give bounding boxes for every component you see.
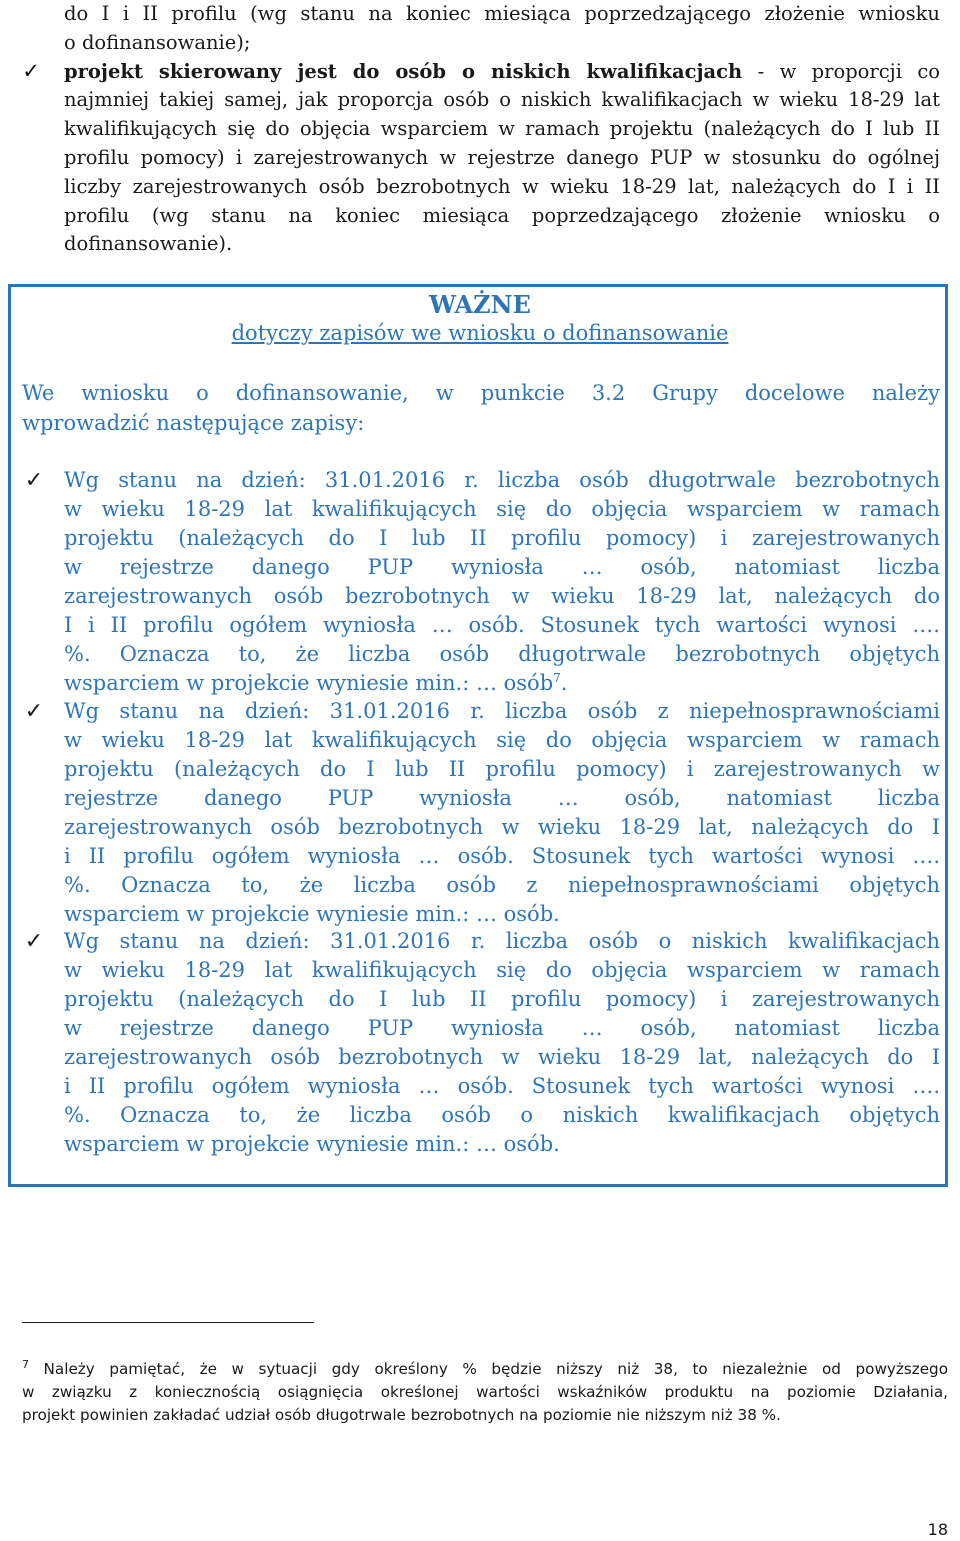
text-line: projektu (należących do I lub II profilu pomocy) i zarejestrowanych: [64, 526, 940, 550]
text-fragment: .: [560, 671, 568, 695]
list-item-first-line: [64, 697, 940, 726]
text-line: najmniej takiej samej, jak proporcja osób o niskich kwalifikacjach w wieku 18-29 lat: [64, 88, 940, 112]
list-item-first-line: [64, 58, 940, 87]
page-number: 18: [927, 1520, 948, 1539]
text-line: i II profilu ogółem wyniosła … osób. Stosunek tych wartości wynosi ….: [64, 844, 940, 868]
text-line: wsparciem w projekcie wyniesie min.: … osób.: [64, 1132, 560, 1156]
text-fragment: liczba osób długotrwale bezrobotnych: [478, 468, 940, 492]
footnote-first-line: [22, 1358, 948, 1381]
check-icon: ✓: [22, 59, 40, 83]
text-line: zarejestrowanych osób bezrobotnych w wieku 18-29 lat, należących do: [64, 584, 940, 608]
text-line: wprowadzić następujące zapisy:: [22, 411, 365, 435]
text-line: liczby zarejestrowanych osób bezrobotnych w wieku 18-29 lat, należących do I i II: [64, 174, 940, 198]
footnote-ref[interactable]: 7: [553, 671, 561, 685]
text-line: w rejestrze danego PUP wyniosła … osób, natomiast liczba: [64, 1016, 940, 1040]
text-line: profilu pomocy) i zarejestrowanych w rejestrze danego PUP w stosunku do ogólnej: [64, 145, 940, 169]
text-line: zarejestrowanych osób bezrobotnych w wieku 18-29 lat, należących do I: [64, 815, 940, 839]
text-fragment: liczba osób o niskich kwalifikacjach: [485, 929, 940, 953]
text-line: [64, 669, 940, 698]
text-line: projekt powinien zakładać udział osób długotrwale bezrobotnych na poziomie nie niższym niż 38 %.: [22, 1406, 781, 1424]
footnote: [22, 1358, 948, 1427]
check-icon: ✓: [24, 699, 44, 724]
text-line: I i II profilu ogółem wyniosła … osób. Stosunek tych wartości wynosi ….: [64, 613, 940, 637]
text-fragment: - w proporcji co: [742, 59, 940, 83]
text-line: kwalifikujących się do objęcia wsparciem w ramach projektu (należących do I lub II: [64, 117, 940, 141]
text-line: dofinansowanie).: [64, 232, 233, 256]
text-fragment: Należy pamiętać, że w sytuacji gdy określony % będzie niższy niż 38, to niezależnie od powyższego: [29, 1360, 948, 1378]
text-line: %. Oznacza to, że liczba osób z niepełnosprawnościami objętych: [64, 873, 940, 897]
text-line: projektu (należących do I lub II profilu pomocy) i zarejestrowanych w: [64, 757, 940, 781]
text-line: do I i II profilu (wg stanu na koniec miesiąca poprzedzającego złożenie wniosku: [64, 2, 940, 25]
footnote-divider: [22, 1322, 314, 1323]
footnote-number: 7: [22, 1357, 29, 1371]
text-line: w wieku 18-29 lat kwalifikujących się do objęcia wsparciem w ramach: [64, 497, 940, 521]
text-line: projektu (należących do I lub II profilu pomocy) i zarejestrowanych: [64, 987, 940, 1011]
text-fragment: liczba osób z niepełnosprawnościami: [484, 699, 940, 723]
list-item: [64, 466, 940, 698]
date-lead: Wg stanu na dzień: 31.01.2016 r.: [64, 699, 485, 723]
list-item-first-line: [64, 927, 940, 956]
check-icon: ✓: [24, 468, 44, 493]
check-icon: ✓: [24, 929, 44, 954]
date-lead: Wg stanu na dzień: 31.01.2016 r.: [64, 929, 486, 953]
text-line: %. Oznacza to, że liczba osób o niskich kwalifikacjach objętych: [64, 1103, 940, 1127]
text-line: profilu (wg stanu na koniec miesiąca poprzedzającego złożenie wniosku o: [64, 203, 940, 227]
text-line: w wieku 18-29 lat kwalifikujących się do objęcia wsparciem w ramach: [64, 958, 940, 982]
text-line: w wieku 18-29 lat kwalifikujących się do objęcia wsparciem w ramach: [64, 728, 940, 752]
text-line: w związku z koniecznością osiągnięcia określonej wartości wskaźników produktu na poziomie Działania,: [22, 1383, 948, 1401]
text-line: zarejestrowanych osób bezrobotnych w wieku 18-29 lat, należących do I: [64, 1045, 940, 1069]
list-item: [64, 697, 940, 929]
emphasis-text: projekt skierowany jest do osób o niskich kwalifikacjach: [64, 59, 743, 83]
top-section: [64, 0, 940, 259]
text-line: %. Oznacza to, że liczba osób długotrwale bezrobotnych objętych: [64, 642, 940, 666]
text-fragment: wsparciem w projekcie wyniesie min.: … osób: [64, 671, 554, 695]
text-line: We wniosku o dofinansowanie, w punkcie 3.2 Grupy docelowe należy: [22, 381, 940, 405]
text-line: w rejestrze danego PUP wyniosła … osób, natomiast liczba: [64, 555, 940, 579]
list-item: [64, 927, 940, 1159]
text-line: rejestrze danego PUP wyniosła … osób, natomiast liczba: [64, 786, 940, 810]
date-lead: Wg stanu na dzień: 31.01.2016 r.: [64, 468, 479, 492]
important-intro: [22, 378, 940, 438]
text-line: o dofinansowanie);: [64, 30, 251, 54]
list-item-first-line: [64, 466, 940, 495]
text-line: wsparciem w projekcie wyniesie min.: … osób.: [64, 902, 560, 926]
important-subtitle: dotyczy zapisów we wniosku o dofinansowanie: [231, 321, 729, 345]
text-line: i II profilu ogółem wyniosła … osób. Stosunek tych wartości wynosi ….: [64, 1074, 940, 1098]
important-title: WAŻNE: [429, 290, 531, 319]
